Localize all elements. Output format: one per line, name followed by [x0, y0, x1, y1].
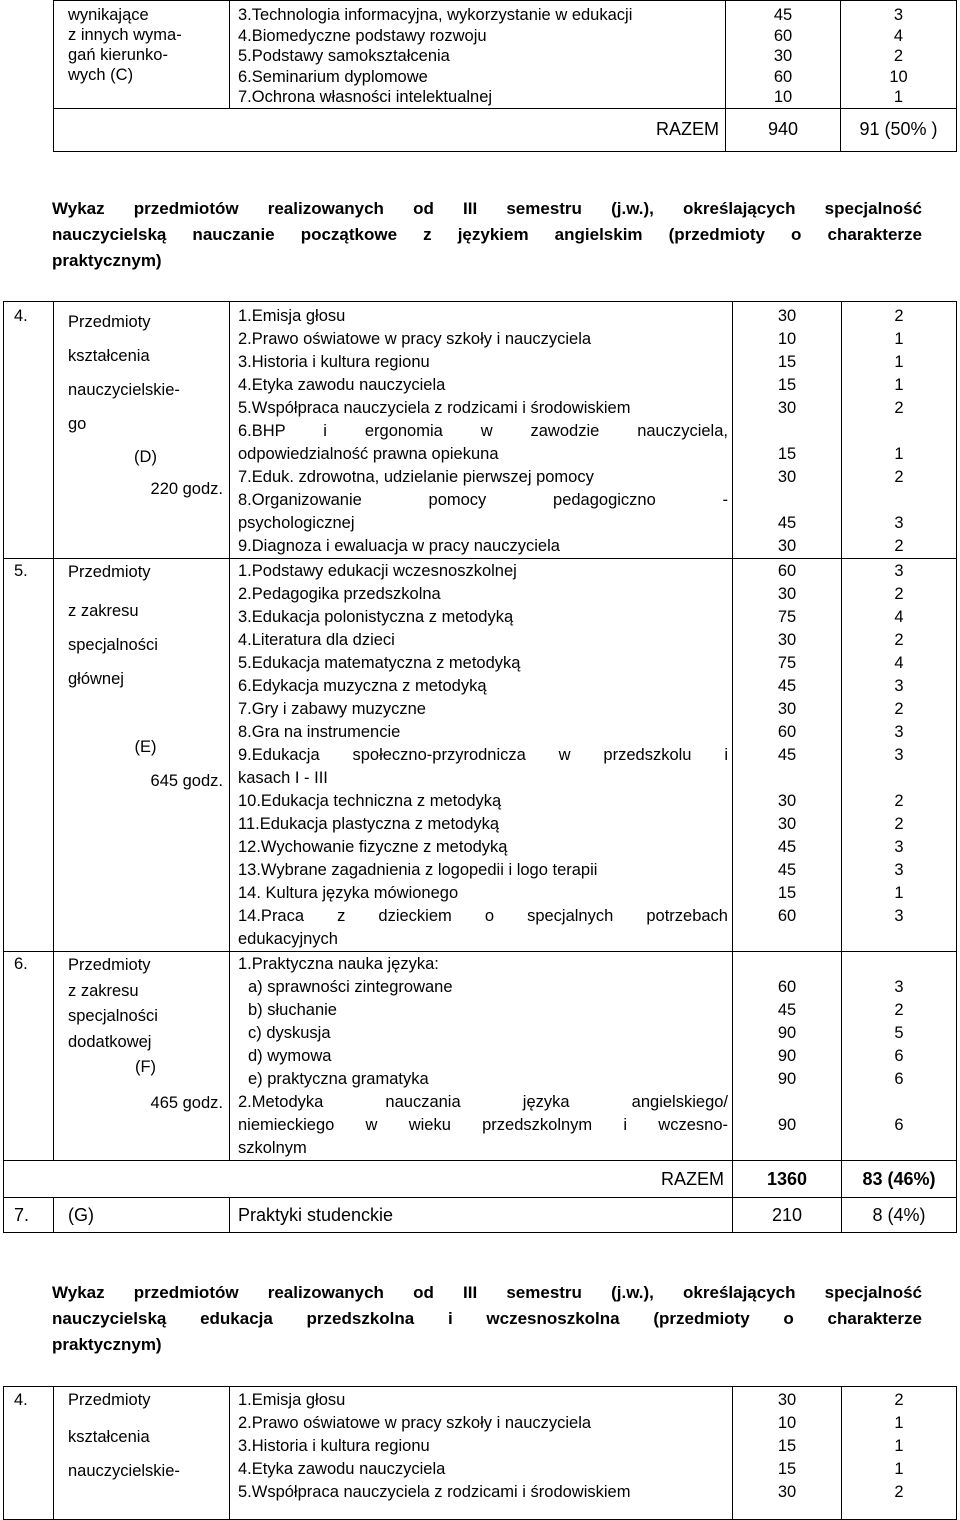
course-name-cont: szkolnym: [238, 1139, 307, 1157]
hours-value: 15: [777, 376, 797, 394]
hours-column: [733, 302, 842, 559]
ects-value: 3: [894, 677, 904, 695]
bottom-table: [3, 1386, 957, 1520]
hours-column: [733, 559, 842, 952]
section-heading-1: [52, 196, 922, 274]
ects-value: 3: [894, 838, 904, 856]
group-label-line: wych (C): [68, 66, 134, 84]
group-label-line: specjalności: [68, 636, 158, 654]
hours-value: 30: [777, 815, 797, 833]
ects-value: 5: [894, 1024, 904, 1042]
hours-value: 10: [777, 330, 797, 348]
course-name: e) praktyczna gramatyka: [248, 1070, 429, 1088]
group-label-line: z zakresu: [68, 602, 139, 620]
hours-value: 45: [773, 6, 793, 24]
hours-value: 30: [773, 47, 793, 65]
hours-value: 30: [777, 468, 797, 486]
hours-value: 15: [777, 884, 797, 902]
course-name: 5.Współpraca nauczyciela z rodzicami i środowiskiem: [238, 1483, 631, 1501]
ects-value: 1: [894, 1437, 904, 1455]
hours-column: [726, 1, 841, 109]
ects-value: 3: [894, 562, 904, 580]
ects-value: 1: [894, 1414, 904, 1432]
ects-value: 6: [894, 1116, 904, 1134]
hours-value: 90: [777, 1047, 797, 1065]
group-label-line: gań kierunko-: [68, 46, 168, 64]
hours-value: 210: [771, 1204, 803, 1225]
group-label-line: kształcenia: [68, 347, 150, 365]
razem-hours: 1360: [766, 1168, 808, 1189]
course-name: c) dyskusja: [248, 1024, 331, 1042]
group-label-line: kształcenia: [68, 1428, 150, 1446]
top-table: [53, 0, 957, 152]
razem-label-cell: [4, 1161, 733, 1198]
course-name: 6.Edykacja muzyczna z metodyką: [238, 677, 487, 695]
hours-value: 30: [777, 537, 797, 555]
main-table: [3, 301, 957, 1233]
ects-value: 2: [894, 815, 904, 833]
hours-value: [733, 953, 841, 976]
heading-line: nauczycielską edukacja przedszkolna i wczesnoszkolna (przedmioty o charakterze: [52, 1309, 922, 1328]
course-name: 1.Podstawy edukacji wczesnoszkolnej: [238, 562, 517, 580]
course-name: 9.Edukacja społeczno-przyrodnicza w przedszkolu i: [238, 746, 728, 764]
ects-value: 2: [894, 631, 904, 649]
group-label-line: (D): [134, 448, 157, 466]
hours-column: [733, 1387, 842, 1520]
group-label-line: 645 godz.: [150, 772, 223, 790]
group-label-line: 465 godz.: [150, 1093, 223, 1112]
ects-value: 4: [894, 654, 904, 672]
hours-value: 60: [777, 978, 797, 996]
course-name: 2.Prawo oświatowe w pracy szkoły i nauczyciela: [238, 330, 592, 348]
group-label: [54, 559, 230, 952]
heading-line: nauczycielską nauczanie początkowe z językiem angielskim (przedmioty o charakterze: [52, 225, 922, 244]
ects-value: 2: [894, 537, 904, 555]
group-label-line: Przedmioty: [68, 313, 151, 331]
ects-value: 2: [894, 792, 904, 810]
ects-value: 2: [893, 47, 904, 65]
group-label-line: Przedmioty: [68, 1391, 151, 1409]
hours-value: 90: [777, 1116, 797, 1134]
hours-value: 15: [777, 445, 797, 463]
course-name: 3.Edukacja polonistyczna z metodyką: [238, 608, 514, 626]
hours-value: 90: [777, 1070, 797, 1088]
hours-value: 45: [777, 1001, 797, 1019]
ects-value: 2: [894, 468, 904, 486]
razem-label: RAZEM: [661, 1168, 724, 1189]
ects-column: [842, 952, 957, 1161]
razem-ects: 91 (50% ): [859, 119, 938, 139]
ects-value: 3: [894, 861, 904, 879]
ects-value: 1: [894, 1460, 904, 1478]
hours-value: 30: [777, 585, 797, 603]
ects-value: 3: [894, 723, 904, 741]
ects-value: 6: [894, 1047, 904, 1065]
group-d-row: [4, 302, 957, 559]
group-label-line: specjalności: [68, 1007, 158, 1025]
heading-line: praktycznym): [52, 1335, 162, 1354]
razem-label-cell: [54, 108, 726, 151]
course-name: 1.Praktyczna nauka języka:: [238, 955, 439, 973]
hours-value: 75: [777, 654, 797, 672]
course-name: 6.BHP i ergonomia w zawodzie nauczyciela,: [238, 422, 728, 440]
course-name: 11.Edukacja plastyczna z metodyką: [238, 815, 500, 833]
course-list: [230, 952, 733, 1161]
hours-value: 60: [777, 907, 797, 925]
course-name: 8.Gra na instrumencie: [238, 723, 401, 741]
group-label: [54, 1198, 230, 1233]
course-name: 5.Edukacja matematyczna z metodyką: [238, 654, 521, 672]
group-label-line: (E): [134, 738, 157, 756]
group-label-line: Przedmioty: [68, 563, 151, 581]
hours-cell: [733, 1198, 842, 1233]
ects-value: 3: [893, 6, 904, 24]
practice-row: [4, 1198, 957, 1233]
ects-value: 8 (4%): [872, 1204, 926, 1225]
course-name: b) słuchanie: [248, 1001, 337, 1019]
course-name: 5.Podstawy samokształcenia: [238, 47, 450, 65]
course-name: 4.Etyka zawodu nauczyciela: [238, 1460, 446, 1478]
group-label-line: go: [68, 415, 87, 433]
hours-value: 30: [777, 792, 797, 810]
ects-value: 2: [894, 585, 904, 603]
course-name: 7.Gry i zabawy muzyczne: [238, 700, 426, 718]
razem-ects-cell: [842, 1161, 957, 1198]
course-name: 7.Eduk. zdrowotna, udzielanie pierwszej pomocy: [238, 468, 594, 486]
group-label-line: (F): [134, 1058, 157, 1076]
hours-value: 45: [777, 746, 797, 764]
course-name: 4.Literatura dla dzieci: [238, 631, 395, 649]
course-list: [230, 302, 733, 559]
group-label-line: 220 godz.: [150, 480, 223, 498]
ects-value: 2: [894, 1001, 904, 1019]
ects-value: 1: [893, 88, 904, 106]
section-heading-2: [52, 1280, 922, 1358]
heading-line: praktycznym): [52, 251, 162, 270]
hours-value: 15: [777, 1460, 797, 1478]
heading-line: Wykaz przedmiotów realizowanych od III semestru (j.w.), określających specjalność: [52, 199, 922, 218]
group-number: [4, 1198, 54, 1233]
ects-value: 1: [894, 376, 904, 394]
ects-value: 2: [894, 399, 904, 417]
group-label: [54, 1387, 230, 1520]
course-name: 9.Diagnoza i ewaluacja w pracy nauczyciela: [238, 537, 560, 555]
ects-value: 3: [894, 907, 904, 925]
course-name: 2.Pedagogika przedszkolna: [238, 585, 441, 603]
hours-value: 15: [777, 353, 797, 371]
course-name: 4.Biomedyczne podstawy rozwoju: [238, 26, 487, 45]
course-name: 4.Etyka zawodu nauczyciela: [238, 376, 446, 394]
course-name: 5.Współpraca nauczyciela z rodzicami i środowiskiem: [238, 399, 631, 417]
group-label-line: wynikające: [68, 6, 149, 24]
course-name-cell: [230, 1198, 733, 1233]
course-name-cont: kasach I - III: [238, 769, 328, 787]
hours-value: 60: [777, 723, 797, 741]
course-name-cont: psychologicznej: [238, 514, 355, 532]
group-number-text: 7.: [14, 1204, 30, 1225]
ects-value: 2: [894, 700, 904, 718]
course-name: 13.Wybrane zagadnienia z logopedii i logo terapii: [238, 861, 598, 879]
group-label-line: dodatkowej: [68, 1032, 152, 1051]
group-label: [54, 302, 230, 559]
hours-value: 75: [777, 608, 797, 626]
hours-value: 45: [777, 514, 797, 532]
group-number-text: 4.: [14, 307, 28, 325]
course-name: 14.Praca z dzieckiem o specjalnych potrzebach: [238, 907, 728, 925]
course-name: 8.Organizowanie pomocy pedagogiczno -: [238, 491, 728, 509]
ects-value: 1: [894, 445, 904, 463]
ects-value: 2: [894, 307, 904, 325]
group-code: (G): [68, 1204, 94, 1225]
group-label-line: Przedmioty: [68, 956, 151, 974]
course-name: 6.Seminarium dyplomowe: [238, 67, 428, 86]
course-list: [230, 1, 726, 109]
course-name: 10.Edukacja techniczna z metodyką: [238, 792, 502, 810]
hours-value: 45: [777, 677, 797, 695]
group-number-text: 6.: [14, 955, 28, 973]
course-name: a) sprawności zintegrowane: [248, 978, 453, 996]
course-name: 3.Historia i kultura regionu: [238, 1437, 430, 1455]
hours-value: 15: [777, 1437, 797, 1455]
ects-column: [841, 1, 957, 109]
group-c-label: [54, 1, 230, 109]
ects-column: [842, 559, 957, 952]
course-name-cont: niemieckiego w wieku przedszkolnym i wczesno-: [238, 1116, 728, 1134]
group-f-row: [4, 952, 957, 1161]
group-number: [4, 1387, 54, 1520]
hours-value: 45: [777, 838, 797, 856]
group-label: [54, 952, 230, 1161]
hours-column: [733, 952, 842, 1161]
group-label-line: z zakresu: [68, 981, 139, 1000]
hours-value: 10: [773, 88, 793, 106]
course-name: 1.Emisja głosu: [238, 1391, 346, 1409]
razem-hours: 940: [767, 119, 799, 139]
razem-ects-cell: [841, 108, 957, 151]
group-number: [4, 952, 54, 1161]
group-number: [4, 559, 54, 952]
hours-value: 30: [777, 1391, 797, 1409]
course-name: d) wymowa: [248, 1047, 332, 1065]
razem-row: [4, 1161, 957, 1198]
hours-value: 30: [777, 700, 797, 718]
hours-value: 60: [777, 562, 797, 580]
ects-value: 1: [894, 330, 904, 348]
group-number-text: 4.: [14, 1391, 28, 1409]
ects-value: 6: [894, 1070, 904, 1088]
group-label-line: z innych wyma-: [68, 26, 182, 44]
ects-value: 4: [893, 26, 904, 45]
ects-value: [842, 953, 956, 976]
group-e-row: [4, 559, 957, 952]
razem-hours-cell: [726, 108, 841, 151]
ects-value: 1: [894, 884, 904, 902]
ects-value: 4: [894, 608, 904, 626]
ects-column: [842, 302, 957, 559]
ects-value: 3: [894, 514, 904, 532]
hours-value: 10: [777, 1414, 797, 1432]
course-name: 14. Kultura języka mówionego: [238, 884, 459, 902]
razem-hours-cell: [733, 1161, 842, 1198]
heading-line: Wykaz przedmiotów realizowanych od III semestru (j.w.), określających specjalność: [52, 1283, 922, 1302]
course-list: [230, 1387, 733, 1520]
ects-cell: [842, 1198, 957, 1233]
hours-value: 90: [777, 1024, 797, 1042]
course-list: [230, 559, 733, 952]
group-label-line: nauczycielskie-: [68, 1462, 180, 1480]
group-label-line: głównej: [68, 670, 124, 688]
ects-value: 2: [894, 1483, 904, 1501]
ects-value: 3: [894, 746, 904, 764]
hours-value: 30: [777, 399, 797, 417]
ects-value: 3: [894, 978, 904, 996]
course-name: Praktyki studenckie: [238, 1204, 394, 1225]
razem-ects: 83 (46%): [862, 1168, 936, 1189]
course-name: 7.Ochrona własności intelektualnej: [238, 88, 493, 106]
course-name: 3.Technologia informacyjna, wykorzystanie w edukacji: [238, 6, 633, 24]
ects-value: 10: [889, 67, 908, 86]
group-label-line: nauczycielskie-: [68, 381, 180, 399]
group-number-text: 5.: [14, 562, 28, 580]
hours-value: 30: [777, 631, 797, 649]
ects-value: 2: [894, 1391, 904, 1409]
course-name: 12.Wychowanie fizyczne z metodyką: [238, 838, 508, 856]
hours-value: 60: [773, 67, 793, 86]
ects-value: 1: [894, 353, 904, 371]
course-name: 1.Emisja głosu: [238, 307, 346, 325]
hours-value: 45: [777, 861, 797, 879]
course-name: 2.Prawo oświatowe w pracy szkoły i nauczyciela: [238, 1414, 592, 1432]
hours-value: 60: [773, 26, 793, 45]
group-number: [4, 302, 54, 559]
course-name-cont: odpowiedzialność prawna opiekuna: [238, 445, 499, 463]
hours-value: 30: [777, 1483, 797, 1501]
razem-label: RAZEM: [656, 119, 719, 139]
ects-column: [842, 1387, 957, 1520]
course-name: 2.Metodyka nauczania języka angielskiego/: [238, 1093, 728, 1111]
course-name-cont: edukacyjnych: [238, 930, 338, 948]
hours-value: 30: [777, 307, 797, 325]
course-name: 3.Historia i kultura regionu: [238, 353, 430, 371]
